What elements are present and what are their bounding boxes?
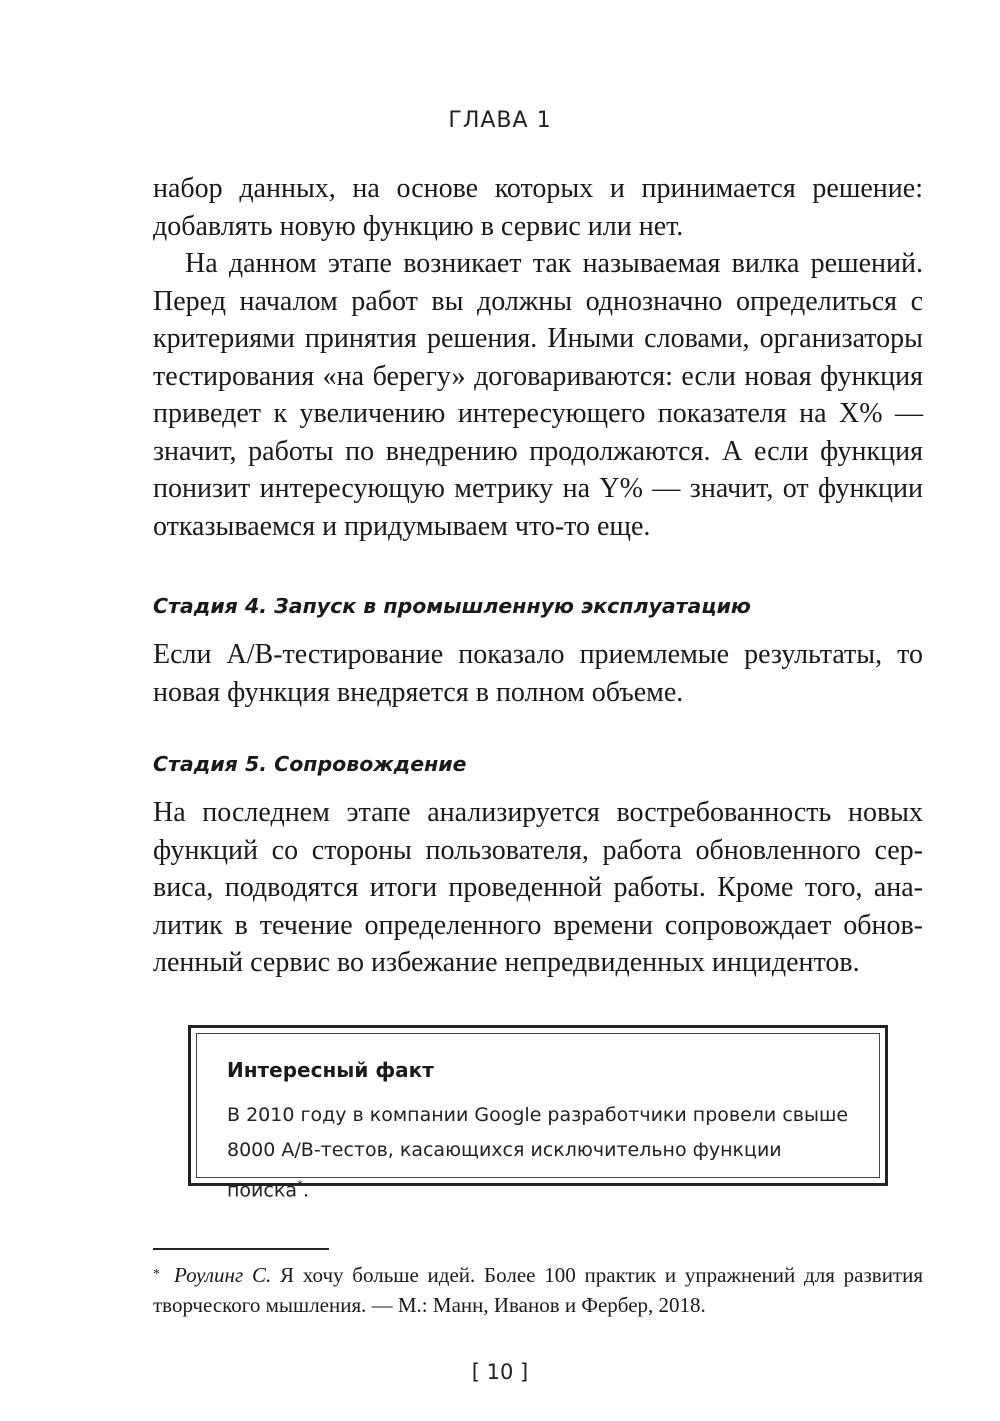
fact-footnote-marker: * (296, 1178, 303, 1192)
fact-body: В 2010 году в компании Google разработчики провели свыше 8000 A/B-тестов, касающихся исключительно функции поиска (227, 1104, 849, 1202)
fact-text (227, 1098, 857, 1208)
footnote-author: Роулинг С. (174, 1263, 272, 1287)
running-head: ГЛАВА 1 (448, 108, 552, 133)
body-text-stage-4 (153, 636, 923, 711)
body-text-top (153, 170, 923, 545)
fact-title: Интересный факт (227, 1058, 434, 1082)
paragraph-1: набор данных, на основе которых и принимается решение: добавлять новую функцию в сервис или нет. (153, 173, 923, 242)
body-text-stage-5 (153, 794, 923, 982)
page-number: [ 10 ] (471, 1360, 529, 1384)
stage-5-heading: Стадия 5. Сопровождение (153, 752, 467, 776)
paragraph-4: На последнем этапе анализируется востребованность новых функций со стороны пользователя, работа обновленного сервиса, подводятся итоги проведенной работы. Кроме того, аналитик в течение определенного времени сопровождает обновленный сервис во избежание непредвиденных инцидентов. (153, 797, 923, 978)
interesting-fact-box (188, 1025, 888, 1202)
footnote-marker: * (153, 1267, 160, 1282)
stage-4-heading: Стадия 4. Запуск в промышленную эксплуатацию (153, 594, 751, 618)
footnote-divider (153, 1248, 329, 1250)
paragraph-3: Если A/B-тестирование показало приемлемые результаты, то новая функция внедряется в полном объеме. (153, 639, 923, 708)
footnote (153, 1260, 923, 1320)
fact-end-punctuation: . (302, 1179, 310, 1202)
footnote-text: Я хочу больше идей. Более 100 практик и упражнений для развития творческого мышления. — М.: Манн, Иванов и Фербер, 2018. (153, 1263, 924, 1317)
paragraph-2: На данном этапе возникает так называемая вилка решений. Перед началом работ вы должны однозначно определиться с критериями принятия решения. Иными словами, организаторы тестирования «на берегу» договариваются: если новая функция приведет к увеличению интересующего показателя на X% — значит, работы по внедрению продолжаются. А если функция понизит интересующую метрику на Y% — значит, от функции отказываемся и придумываем что-то еще. (153, 248, 923, 542)
